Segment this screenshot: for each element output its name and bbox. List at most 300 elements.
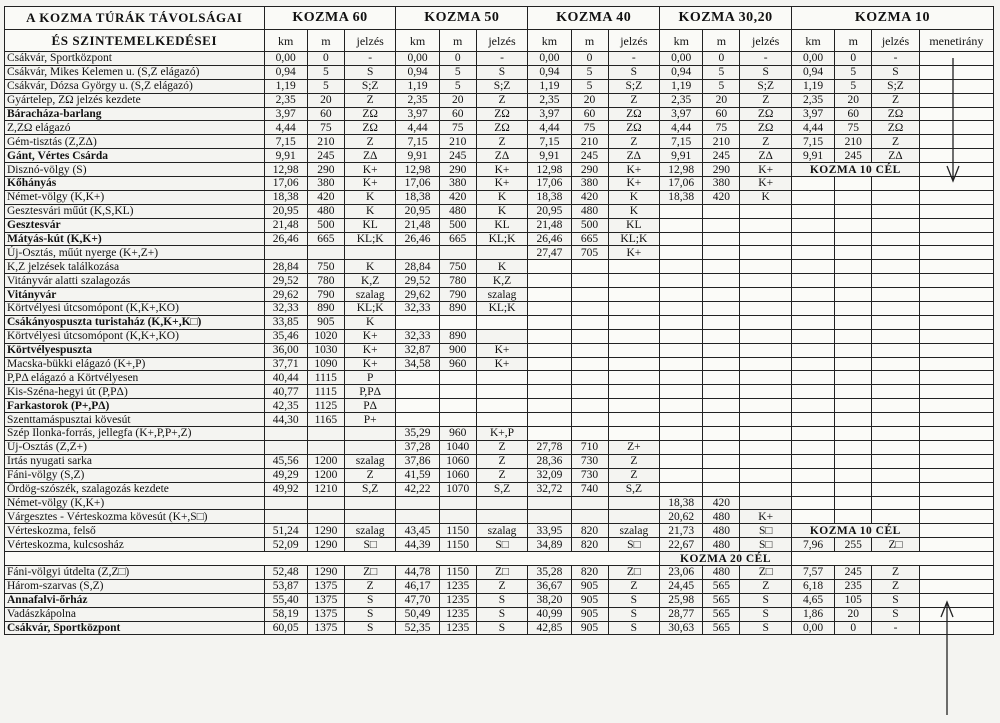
cell-m: 0 [703, 52, 740, 66]
cell-km: 32,87 [396, 343, 439, 357]
cell-m [571, 302, 608, 316]
cell-m: 1235 [439, 621, 476, 635]
cell-km [528, 274, 571, 288]
cell-jelzes: Z [344, 135, 396, 149]
cell-jelzes [872, 357, 919, 371]
cell-m [703, 413, 740, 427]
cell-direction [919, 246, 993, 260]
cell-km: 1,19 [396, 79, 439, 93]
cell-km: 27,78 [528, 440, 571, 454]
group-header-kozma60: KOZMA 60 [264, 7, 396, 30]
cell-jelzes [872, 510, 919, 524]
cell-m [439, 246, 476, 260]
cell-km [660, 288, 703, 302]
cell-m: 0 [835, 621, 872, 635]
cell-m [703, 246, 740, 260]
cell-km [660, 246, 703, 260]
cell-m [703, 218, 740, 232]
cell-jelzes: ZΩ [608, 107, 660, 121]
cell-m: 900 [439, 343, 476, 357]
cell-km: 21,48 [396, 218, 439, 232]
cell-jelzes: S [608, 593, 660, 607]
cell-jelzes [872, 218, 919, 232]
cell-km: 1,19 [528, 79, 571, 93]
cell-jelzes: szalag [344, 288, 396, 302]
cell-jelzes: Z [608, 135, 660, 149]
cell-km: 3,97 [264, 107, 307, 121]
cell-jelzes: Z [740, 93, 792, 107]
cell-km: 43,45 [396, 524, 439, 538]
cell-direction [919, 371, 993, 385]
cell-km [660, 482, 703, 496]
cell-jelzes: ZΔ [740, 149, 792, 163]
place-name: Körtvélyespuszta [5, 343, 265, 357]
cell-jelzes: S□ [476, 538, 528, 552]
cell-km [528, 343, 571, 357]
cell-m [571, 413, 608, 427]
subheader-jelzes: jelzés [344, 30, 396, 52]
table-row [5, 579, 994, 593]
cell-jelzes: KL;K [476, 302, 528, 316]
cell-m [703, 343, 740, 357]
cell-m: 1060 [439, 454, 476, 468]
cell-jelzes: ZΔ [872, 149, 919, 163]
cell-m: 1375 [307, 579, 344, 593]
cell-m: 60 [439, 107, 476, 121]
table-row [5, 149, 994, 163]
cell-km: 0,94 [528, 65, 571, 79]
cell-m [835, 454, 872, 468]
direction-arrow-up-icon [940, 600, 954, 715]
cell-m: 75 [835, 121, 872, 135]
cell-jelzes: S,Z [344, 482, 396, 496]
cell-jelzes: ZΔ [476, 149, 528, 163]
table-row [5, 399, 994, 413]
cell-km [791, 371, 834, 385]
cell-jelzes [740, 496, 792, 510]
cell-m [703, 454, 740, 468]
cell-jelzes [740, 440, 792, 454]
cell-m [835, 468, 872, 482]
cell-km: 50,49 [396, 607, 439, 621]
place-name: Gesztesvári műút (K,S,KL) [5, 204, 265, 218]
cell-m: 705 [571, 246, 608, 260]
cell-km [660, 204, 703, 218]
cell-km: 20,95 [264, 204, 307, 218]
place-name: Annafalvi-őrház [5, 593, 265, 607]
cell-m: 1235 [439, 607, 476, 621]
cell-jelzes [872, 413, 919, 427]
cell-m [835, 440, 872, 454]
cell-km [528, 427, 571, 441]
cell-jelzes [872, 496, 919, 510]
cell-km [660, 371, 703, 385]
cell-km: 26,46 [396, 232, 439, 246]
table-row [5, 190, 994, 204]
cell-km: 21,73 [660, 524, 703, 538]
cell-m: 750 [439, 260, 476, 274]
cell-jelzes [740, 246, 792, 260]
cell-jelzes: Z [476, 135, 528, 149]
place-name: Kőhányás [5, 177, 265, 191]
cell-jelzes: S [872, 593, 919, 607]
cell-jelzes: K+ [740, 510, 792, 524]
cell-km [660, 315, 703, 329]
cell-jelzes: ZΩ [476, 121, 528, 135]
cell-km: 27,47 [528, 246, 571, 260]
cell-m: 1020 [307, 329, 344, 343]
cell-m [307, 440, 344, 454]
cell-jelzes: Z [608, 468, 660, 482]
cell-m [835, 232, 872, 246]
cell-km: 52,35 [396, 621, 439, 635]
cell-m: 1235 [439, 593, 476, 607]
cell-km: 40,77 [264, 385, 307, 399]
cell-km [528, 357, 571, 371]
cell-km [660, 232, 703, 246]
cell-km [791, 260, 834, 274]
cell-km [660, 357, 703, 371]
cell-jelzes: K [344, 315, 396, 329]
cell-jelzes: KL;K [344, 302, 396, 316]
cell-km: 36,00 [264, 343, 307, 357]
cell-m [703, 232, 740, 246]
cell-m [439, 413, 476, 427]
cell-m: 665 [307, 232, 344, 246]
cell-m [835, 288, 872, 302]
cell-jelzes: S [476, 607, 528, 621]
cell-m [835, 385, 872, 399]
cell-km [528, 371, 571, 385]
cell-m: 420 [439, 190, 476, 204]
place-name: Vérteskozma, felső [5, 524, 265, 538]
cell-jelzes: K+ [740, 177, 792, 191]
place-name: Szép Ilonka-forrás, jellegfa (K+,P,P+,Z) [5, 427, 265, 441]
cell-km: 7,15 [791, 135, 834, 149]
cell-jelzes: K+ [344, 329, 396, 343]
subheader-m: m [307, 30, 344, 52]
place-name: Kis-Széna-hegyi út (P,PΔ) [5, 385, 265, 399]
cell-direction [919, 357, 993, 371]
cell-km [528, 399, 571, 413]
cell-km [528, 329, 571, 343]
cell-m: 1375 [307, 621, 344, 635]
cell-km [791, 190, 834, 204]
cell-m: 1090 [307, 357, 344, 371]
cell-km: 17,06 [264, 177, 307, 191]
cell-km: 1,19 [264, 79, 307, 93]
cell-m: 960 [439, 357, 476, 371]
cell-jelzes [872, 190, 919, 204]
cell-km: 4,44 [660, 121, 703, 135]
cell-m: 380 [439, 177, 476, 191]
table-row [5, 552, 994, 566]
cell-m: 905 [571, 607, 608, 621]
cell-km: 1,19 [660, 79, 703, 93]
cell-km: 36,67 [528, 579, 571, 593]
cell-km: 53,87 [264, 579, 307, 593]
cell-jelzes: S [476, 65, 528, 79]
cell-km [791, 329, 834, 343]
place-name: Báracháza-barlang [5, 107, 265, 121]
cell-m: 5 [307, 79, 344, 93]
cell-m [703, 440, 740, 454]
cell-direction [919, 190, 993, 204]
cell-jelzes: Z□ [476, 565, 528, 579]
cell-km [396, 413, 439, 427]
cell-m: 665 [571, 232, 608, 246]
cell-jelzes: szalag [344, 524, 396, 538]
cell-m: 820 [571, 538, 608, 552]
cell-jelzes [872, 204, 919, 218]
cell-m [571, 427, 608, 441]
cell-jelzes: - [872, 621, 919, 635]
cell-jelzes: Z□ [344, 565, 396, 579]
cell-jelzes [476, 413, 528, 427]
cell-direction [919, 607, 993, 621]
cell-jelzes [872, 482, 919, 496]
cell-km: 9,91 [396, 149, 439, 163]
cell-jelzes [872, 274, 919, 288]
cell-direction [919, 260, 993, 274]
goal-note: KOZMA 10 CÉL [791, 524, 919, 538]
cell-km: 12,98 [660, 163, 703, 177]
cell-jelzes: KL [608, 218, 660, 232]
cell-m: 20 [835, 93, 872, 107]
cell-km: 7,15 [660, 135, 703, 149]
cell-jelzes: ZΩ [344, 107, 396, 121]
place-name: Új-Osztás (Z,Z+) [5, 440, 265, 454]
cell-km: 7,15 [264, 135, 307, 149]
subheader-km: km [264, 30, 307, 52]
cell-jelzes: S [344, 593, 396, 607]
cell-km: 40,44 [264, 371, 307, 385]
cell-direction [919, 288, 993, 302]
group-header-kozma40: KOZMA 40 [528, 7, 660, 30]
cell-jelzes: PΔ [344, 399, 396, 413]
cell-jelzes [740, 427, 792, 441]
cell-m: 1150 [439, 524, 476, 538]
cell-m: 5 [703, 79, 740, 93]
cell-m: 905 [571, 579, 608, 593]
cell-jelzes: S,Z [476, 482, 528, 496]
subheader-jelzes: jelzés [608, 30, 660, 52]
cell-m [571, 274, 608, 288]
cell-jelzes: K [608, 190, 660, 204]
cell-km [791, 204, 834, 218]
cell-m: 820 [571, 524, 608, 538]
cell-direction [919, 413, 993, 427]
cell-km [396, 496, 439, 510]
subheader-km: km [660, 30, 703, 52]
cell-km [791, 440, 834, 454]
cell-m [835, 302, 872, 316]
cell-m: 890 [307, 302, 344, 316]
cell-km [264, 427, 307, 441]
cell-m: 0 [439, 52, 476, 66]
cell-jelzes: P+ [344, 413, 396, 427]
cell-km: 2,35 [660, 93, 703, 107]
cell-km: 3,97 [396, 107, 439, 121]
cell-km: 32,72 [528, 482, 571, 496]
distance-table [4, 6, 994, 635]
cell-km [528, 260, 571, 274]
table-row [5, 204, 994, 218]
cell-m: 380 [703, 177, 740, 191]
cell-km: 18,38 [264, 190, 307, 204]
cell-km: 22,67 [660, 538, 703, 552]
cell-jelzes: S [872, 65, 919, 79]
cell-km: 12,98 [396, 163, 439, 177]
cell-km: 18,38 [660, 496, 703, 510]
place-name: P,PΔ elágazó a Körtvélyesen [5, 371, 265, 385]
place-name: Gánt, Vértes Csárda [5, 149, 265, 163]
cell-jelzes: Z [344, 93, 396, 107]
cell-direction [919, 204, 993, 218]
cell-jelzes [608, 288, 660, 302]
cell-km: 12,98 [264, 163, 307, 177]
cell-km [791, 343, 834, 357]
cell-km [791, 302, 834, 316]
cell-km: 46,17 [396, 579, 439, 593]
cell-jelzes [476, 329, 528, 343]
cell-km: 29,52 [264, 274, 307, 288]
cell-km: 29,62 [396, 288, 439, 302]
cell-km: 0,94 [791, 65, 834, 79]
place-name: Csákvár, Dózsa György u. (S,Z elágazó) [5, 79, 265, 93]
cell-km: 30,63 [660, 621, 703, 635]
cell-jelzes [740, 288, 792, 302]
table-row [5, 218, 994, 232]
table-row [5, 163, 994, 177]
subheader-km: km [528, 30, 571, 52]
cell-km: 29,62 [264, 288, 307, 302]
cell-km [528, 315, 571, 329]
cell-km: 44,30 [264, 413, 307, 427]
place-name: Német-völgy (K,K+) [5, 496, 265, 510]
cell-jelzes [740, 315, 792, 329]
cell-m: 500 [439, 218, 476, 232]
cell-km: 17,06 [528, 177, 571, 191]
cell-m: 750 [307, 260, 344, 274]
cell-km: 20,95 [528, 204, 571, 218]
cell-km [528, 496, 571, 510]
cell-km: 0,94 [396, 65, 439, 79]
cell-jelzes: S [344, 607, 396, 621]
cell-jelzes: K+ [476, 343, 528, 357]
cell-jelzes: Z [872, 565, 919, 579]
cell-jelzes: K+,P [476, 427, 528, 441]
cell-km: 0,00 [791, 52, 834, 66]
cell-jelzes: S [608, 65, 660, 79]
cell-m: 210 [703, 135, 740, 149]
cell-m: 890 [439, 329, 476, 343]
cell-m: 480 [571, 204, 608, 218]
cell-km: 25,98 [660, 593, 703, 607]
cell-m [703, 371, 740, 385]
cell-direction [919, 510, 993, 524]
cell-jelzes [872, 246, 919, 260]
cell-direction [919, 232, 993, 246]
cell-km: 20,62 [660, 510, 703, 524]
cell-m [439, 315, 476, 329]
cell-m [835, 510, 872, 524]
cell-m [703, 204, 740, 218]
cell-jelzes [476, 315, 528, 329]
cell-jelzes: Z [872, 579, 919, 593]
cell-m: 5 [571, 79, 608, 93]
cell-jelzes: szalag [344, 454, 396, 468]
table-row [5, 454, 994, 468]
place-name: Új-Osztás, műút nyerge (K+,Z+) [5, 246, 265, 260]
cell-km: 40,99 [528, 607, 571, 621]
cell-m: 75 [571, 121, 608, 135]
cell-km [528, 302, 571, 316]
cell-m [835, 496, 872, 510]
cell-jelzes [740, 385, 792, 399]
cell-direction [919, 579, 993, 593]
cell-m: 75 [307, 121, 344, 135]
cell-m: 290 [571, 163, 608, 177]
cell-jelzes [872, 385, 919, 399]
table-row [5, 177, 994, 191]
cell-km: 32,33 [396, 329, 439, 343]
group-header-kozma30-20: KOZMA 30,20 [660, 7, 792, 30]
cell-km: 35,28 [528, 565, 571, 579]
place-name: K,Z jelzések találkozása [5, 260, 265, 274]
cell-km: 0,94 [264, 65, 307, 79]
subheader-m: m [571, 30, 608, 52]
table-row [5, 79, 994, 93]
spacer-cell [791, 552, 993, 566]
cell-km: 1,86 [791, 607, 834, 621]
cell-jelzes [344, 510, 396, 524]
cell-km [396, 246, 439, 260]
cell-jelzes: ZΔ [344, 149, 396, 163]
table-row [5, 371, 994, 385]
cell-m: 20 [307, 93, 344, 107]
place-name: Körtvélyesi útcsomópont (K,K+,KO) [5, 329, 265, 343]
cell-m [571, 315, 608, 329]
place-name: Vérteskozma, kulcsosház [5, 538, 265, 552]
cell-km [660, 218, 703, 232]
cell-jelzes: S [344, 621, 396, 635]
cell-m: 1115 [307, 371, 344, 385]
place-name: Macska-bükki elágazó (K+,P) [5, 357, 265, 371]
table-row [5, 593, 994, 607]
cell-m: 20 [571, 93, 608, 107]
cell-km: 26,46 [528, 232, 571, 246]
cell-jelzes [344, 440, 396, 454]
cell-m: 1150 [439, 565, 476, 579]
cell-km [791, 274, 834, 288]
cell-km [791, 399, 834, 413]
cell-km: 49,29 [264, 468, 307, 482]
cell-jelzes [344, 427, 396, 441]
cell-jelzes: Z+ [608, 440, 660, 454]
cell-jelzes: S□ [344, 538, 396, 552]
cell-km [264, 496, 307, 510]
cell-m: 1235 [439, 579, 476, 593]
cell-jelzes: K,Z [476, 274, 528, 288]
cell-m [835, 343, 872, 357]
cell-km [660, 399, 703, 413]
cell-km [791, 427, 834, 441]
cell-km: 18,38 [528, 190, 571, 204]
cell-jelzes [740, 343, 792, 357]
cell-m [307, 246, 344, 260]
cell-m: 565 [703, 593, 740, 607]
